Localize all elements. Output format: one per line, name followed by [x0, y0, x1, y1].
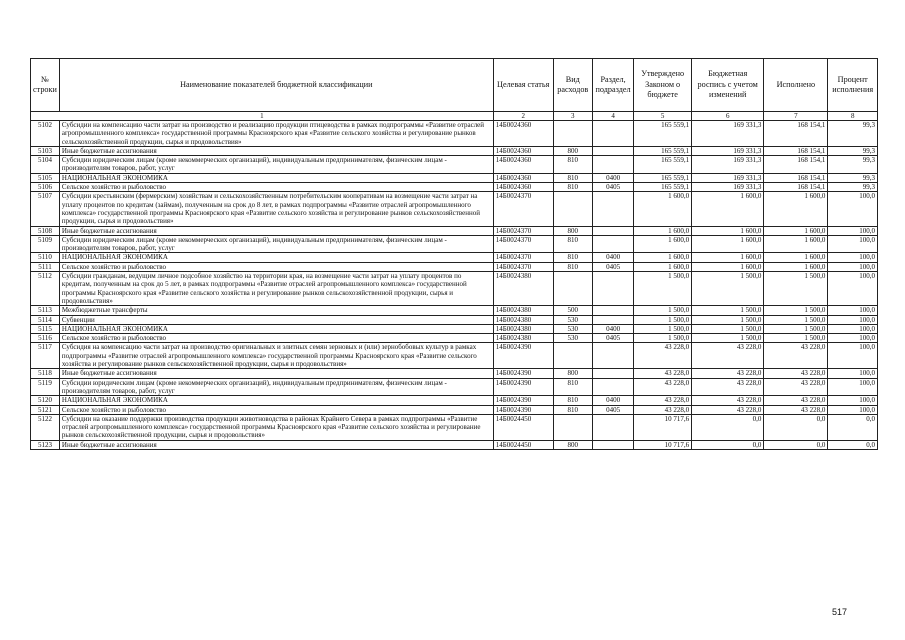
expense-type-cell: 810: [553, 378, 592, 396]
approved-amount-cell: 10 717,6: [634, 414, 692, 440]
row-name-cell: НАЦИОНАЛЬНАЯ ЭКОНОМИКА: [59, 324, 493, 333]
table-row: [31, 226, 878, 235]
executed-amount-cell: 1 600,0: [764, 235, 828, 253]
budget-amount-cell: 0,0: [692, 414, 764, 440]
target-article-cell: 14Б0024360: [493, 173, 553, 182]
table-row: [31, 334, 878, 343]
budget-amount-cell: 43 228,0: [692, 378, 764, 396]
executed-amount-cell: 43 228,0: [764, 378, 828, 396]
target-article-cell: 14Б0024370: [493, 192, 553, 226]
expense-type-cell: 810: [553, 173, 592, 182]
target-article-cell: 14Б0024360: [493, 146, 553, 155]
executed-amount-cell: 43 228,0: [764, 343, 828, 369]
table-row: [31, 253, 878, 262]
row-number-cell: 5107: [31, 192, 60, 226]
target-article-cell: 14Б0024370: [493, 262, 553, 271]
target-article-cell: 14Б0024380: [493, 324, 553, 333]
row-number-cell: 5122: [31, 414, 60, 440]
approved-amount-cell: 43 228,0: [634, 405, 692, 414]
table-row: [31, 396, 878, 405]
table-row: [31, 235, 878, 253]
row-number-cell: 5113: [31, 306, 60, 315]
row-number-cell: 5119: [31, 378, 60, 396]
row-name-cell: Субсидии юридическим лицам (кроме некоммерческих организаций), индивидуальным предпринимателям, физическим лицам - производителям товаров, работ, услуг: [59, 378, 493, 396]
percent-cell: 100,0: [828, 396, 878, 405]
budget-amount-cell: 1 600,0: [692, 235, 764, 253]
budget-amount-cell: 43 228,0: [692, 396, 764, 405]
approved-amount-cell: 1 500,0: [634, 334, 692, 343]
expense-type-cell: 810: [553, 183, 592, 192]
budget-amount-cell: 1 600,0: [692, 262, 764, 271]
expense-type-cell: [553, 121, 592, 147]
executed-amount-cell: 43 228,0: [764, 369, 828, 378]
section-cell: [592, 315, 633, 324]
percent-cell: 100,0: [828, 226, 878, 235]
section-cell: [592, 235, 633, 253]
budget-amount-cell: 1 500,0: [692, 306, 764, 315]
approved-amount-cell: 1 500,0: [634, 306, 692, 315]
row-name-cell: Иные бюджетные ассигнования: [59, 146, 493, 155]
row-name-cell: Иные бюджетные ассигнования: [59, 440, 493, 449]
column-number: 3: [553, 112, 592, 121]
section-cell: [592, 192, 633, 226]
row-number-cell: 5104: [31, 156, 60, 174]
row-number-cell: 5105: [31, 173, 60, 182]
table-body: [31, 121, 878, 450]
row-name-cell: Сельское хозяйство и рыболовство: [59, 334, 493, 343]
row-name-cell: Иные бюджетные ассигнования: [59, 226, 493, 235]
approved-amount-cell: 10 717,6: [634, 440, 692, 449]
section-cell: 0405: [592, 405, 633, 414]
executed-amount-cell: 1 600,0: [764, 253, 828, 262]
budget-amount-cell: 1 600,0: [692, 253, 764, 262]
approved-amount-cell: 1 500,0: [634, 324, 692, 333]
approved-amount-cell: 43 228,0: [634, 378, 692, 396]
table-row: [31, 324, 878, 333]
target-article-cell: 14Б0024390: [493, 369, 553, 378]
row-name-cell: Субсидии юридическим лицам (кроме некоммерческих организаций), индивидуальным предпринимателям, физическим лицам - производителям товаров, работ, услуг: [59, 235, 493, 253]
row-name-cell: Сельское хозяйство и рыболовство: [59, 183, 493, 192]
section-cell: 0400: [592, 253, 633, 262]
budget-amount-cell: 43 228,0: [692, 405, 764, 414]
percent-cell: 100,0: [828, 369, 878, 378]
expense-type-cell: 810: [553, 156, 592, 174]
row-name-cell: Субвенции: [59, 315, 493, 324]
column-number: 7: [764, 112, 828, 121]
executed-amount-cell: 1 500,0: [764, 306, 828, 315]
expense-type-cell: 810: [553, 235, 592, 253]
percent-cell: 100,0: [828, 315, 878, 324]
row-number-cell: 5121: [31, 405, 60, 414]
section-cell: [592, 156, 633, 174]
budget-amount-cell: 1 500,0: [692, 334, 764, 343]
approved-amount-cell: 165 559,1: [634, 146, 692, 155]
header-section: Раздел, подраздел: [592, 59, 633, 112]
header-exp-type: Вид расходов: [553, 59, 592, 112]
budget-amount-cell: 169 331,3: [692, 183, 764, 192]
budget-amount-cell: 1 600,0: [692, 192, 764, 226]
row-number-cell: 5123: [31, 440, 60, 449]
percent-cell: 0,0: [828, 414, 878, 440]
row-number-cell: 5120: [31, 396, 60, 405]
executed-amount-cell: 43 228,0: [764, 396, 828, 405]
section-cell: 0405: [592, 183, 633, 192]
approved-amount-cell: 1 600,0: [634, 226, 692, 235]
section-cell: [592, 414, 633, 440]
budget-amount-cell: 169 331,3: [692, 173, 764, 182]
percent-cell: 100,0: [828, 262, 878, 271]
row-name-cell: Субсидии на оказание поддержки производства продукции животноводства в районах Крайнего Севера в рамках подпрограммы «Развитие отраслей агропромышленного комплекса» государственной программы Красноярского края «Развитие сельского хозяйства и регулирование рынков сельскохозяйственной продукции, сырья и продовольствия»: [59, 414, 493, 440]
table-row: [31, 183, 878, 192]
section-cell: [592, 343, 633, 369]
expense-type-cell: 530: [553, 334, 592, 343]
row-number-cell: 5102: [31, 121, 60, 147]
header-percent: Процент исполнения: [828, 59, 878, 112]
executed-amount-cell: 168 154,1: [764, 183, 828, 192]
section-cell: [592, 306, 633, 315]
target-article-cell: 14Б0024390: [493, 378, 553, 396]
table-row: [31, 315, 878, 324]
header-name: Наименование показателей бюджетной классификации: [59, 59, 493, 112]
section-cell: 0400: [592, 396, 633, 405]
row-name-cell: Субсидии на компенсацию части затрат на производство и реализацию продукции птицеводства в рамках подпрограммы «Развитие отраслей агропромышленного комплекса» государственной программы Красноярского края «Развитие сельского хозяйства и регулирование рынков сельскохозяйственной продукции, сырья и продовольствия»: [59, 121, 493, 147]
column-number: 1: [31, 112, 494, 121]
target-article-cell: 14Б0024390: [493, 343, 553, 369]
section-cell: [592, 272, 633, 306]
target-article-cell: 14Б0024450: [493, 440, 553, 449]
table-row: [31, 173, 878, 182]
column-number: 5: [634, 112, 692, 121]
row-number-cell: 5112: [31, 272, 60, 306]
executed-amount-cell: 168 154,1: [764, 156, 828, 174]
budget-amount-cell: 43 228,0: [692, 343, 764, 369]
executed-amount-cell: 1 500,0: [764, 272, 828, 306]
expense-type-cell: [553, 343, 592, 369]
approved-amount-cell: 1 500,0: [634, 315, 692, 324]
budget-amount-cell: 1 500,0: [692, 324, 764, 333]
executed-amount-cell: 43 228,0: [764, 405, 828, 414]
header-approved: Утверждено Законом о бюджете: [634, 59, 692, 112]
target-article-cell: 14Б0024360: [493, 156, 553, 174]
table-row: [31, 121, 878, 147]
percent-cell: 100,0: [828, 343, 878, 369]
target-article-cell: 14Б0024450: [493, 414, 553, 440]
table-row: [31, 405, 878, 414]
table-row: [31, 440, 878, 449]
header-row: [31, 59, 878, 112]
percent-cell: 100,0: [828, 272, 878, 306]
budget-amount-cell: 169 331,3: [692, 156, 764, 174]
executed-amount-cell: 1 600,0: [764, 226, 828, 235]
expense-type-cell: 800: [553, 226, 592, 235]
row-name-cell: Иные бюджетные ассигнования: [59, 369, 493, 378]
section-cell: 0405: [592, 334, 633, 343]
percent-cell: 100,0: [828, 324, 878, 333]
approved-amount-cell: 165 559,1: [634, 183, 692, 192]
row-name-cell: Субсидии гражданам, ведущим личное подсобное хозяйство на территории края, на возмещение части затрат на уплату процентов по кредитам, полученным на срок до 5 лет, в рамках подпрограммы «Развитие отраслей агропромышленного комплекса» государственной программы Красноярского края «Развитие сельского хозяйства и регулирование рынков сельскохозяйственной продукции, сырья и продовольствия»: [59, 272, 493, 306]
expense-type-cell: 810: [553, 405, 592, 414]
row-number-cell: 5117: [31, 343, 60, 369]
approved-amount-cell: 1 600,0: [634, 192, 692, 226]
expense-type-cell: 800: [553, 369, 592, 378]
row-name-cell: Субсидия на компенсацию части затрат на производство оригинальных и элитных семян зерновых и (или) зернобобовых культур в рамках подпрограммы «Развитие отраслей агропромышленного комплекса» государственной программы Красноярского края «Развитие сельского хозяйства и регулирование рынков сельскохозяйственной продукции, сырья и продовольствия»: [59, 343, 493, 369]
expense-type-cell: 530: [553, 315, 592, 324]
section-cell: [592, 226, 633, 235]
approved-amount-cell: 1 600,0: [634, 253, 692, 262]
table-row: [31, 156, 878, 174]
table-row: [31, 146, 878, 155]
target-article-cell: 14Б0024380: [493, 306, 553, 315]
column-number: 8: [828, 112, 878, 121]
row-number-cell: 5110: [31, 253, 60, 262]
target-article-cell: 14Б0024360: [493, 121, 553, 147]
target-article-cell: 14Б0024370: [493, 235, 553, 253]
header-row-no: № строки: [31, 59, 60, 112]
header-target: Целевая статья: [493, 59, 553, 112]
table-row: [31, 369, 878, 378]
row-name-cell: Субсидии юридическим лицам (кроме некоммерческих организаций), индивидуальным предпринимателям, физическим лицам - производителям товаров, работ, услуг: [59, 156, 493, 174]
column-numbers-row: [31, 112, 878, 121]
row-name-cell: НАЦИОНАЛЬНАЯ ЭКОНОМИКА: [59, 173, 493, 182]
percent-cell: 99,3: [828, 121, 878, 147]
row-number-cell: 5106: [31, 183, 60, 192]
row-number-cell: 5111: [31, 262, 60, 271]
target-article-cell: 14Б0024370: [493, 253, 553, 262]
row-name-cell: Межбюджетные трансферты: [59, 306, 493, 315]
executed-amount-cell: 168 154,1: [764, 146, 828, 155]
budget-amount-cell: 1 600,0: [692, 226, 764, 235]
row-number-cell: 5108: [31, 226, 60, 235]
section-cell: 0400: [592, 173, 633, 182]
table-row: [31, 343, 878, 369]
row-name-cell: Субсидии крестьянским (фермерским) хозяйствам и сельскохозяйственным потребительским кооперативам на возмещение части затрат на уплату процентов по кредитам (займам), полученным на срок до 8 лет, в рамках подпрограммы «Развитие отраслей агропромышленного комплекса» государственной программы Красноярского края «Развитие сельского хозяйства и регулирование рынков сельскохозяйственной продукции, сырья и продовольствия»: [59, 192, 493, 226]
row-name-cell: НАЦИОНАЛЬНАЯ ЭКОНОМИКА: [59, 396, 493, 405]
section-cell: [592, 121, 633, 147]
budget-report-page: [30, 58, 878, 450]
table-row: [31, 192, 878, 226]
percent-cell: 99,3: [828, 146, 878, 155]
row-number-cell: 5115: [31, 324, 60, 333]
executed-amount-cell: 1 600,0: [764, 192, 828, 226]
expense-type-cell: 800: [553, 146, 592, 155]
row-name-cell: Сельское хозяйство и рыболовство: [59, 262, 493, 271]
expense-type-cell: [553, 272, 592, 306]
section-cell: [592, 146, 633, 155]
section-cell: 0405: [592, 262, 633, 271]
table-row: [31, 306, 878, 315]
budget-amount-cell: 1 500,0: [692, 315, 764, 324]
section-cell: [592, 440, 633, 449]
approved-amount-cell: 165 559,1: [634, 173, 692, 182]
executed-amount-cell: 1 500,0: [764, 334, 828, 343]
table-row: [31, 262, 878, 271]
table-row: [31, 378, 878, 396]
budget-amount-cell: 1 500,0: [692, 272, 764, 306]
expense-type-cell: [553, 414, 592, 440]
row-number-cell: 5103: [31, 146, 60, 155]
budget-amount-cell: 43 228,0: [692, 369, 764, 378]
expense-type-cell: [553, 192, 592, 226]
executed-amount-cell: 168 154,1: [764, 173, 828, 182]
executed-amount-cell: 1 500,0: [764, 315, 828, 324]
percent-cell: 100,0: [828, 334, 878, 343]
table-row: [31, 272, 878, 306]
percent-cell: 100,0: [828, 192, 878, 226]
executed-amount-cell: 0,0: [764, 440, 828, 449]
row-number-cell: 5116: [31, 334, 60, 343]
expense-type-cell: 810: [553, 396, 592, 405]
executed-amount-cell: 0,0: [764, 414, 828, 440]
approved-amount-cell: 43 228,0: [634, 369, 692, 378]
approved-amount-cell: 165 559,1: [634, 121, 692, 147]
budget-amount-cell: 0,0: [692, 440, 764, 449]
row-name-cell: Сельское хозяйство и рыболовство: [59, 405, 493, 414]
expense-type-cell: 800: [553, 440, 592, 449]
section-cell: [592, 369, 633, 378]
approved-amount-cell: 43 228,0: [634, 396, 692, 405]
expense-type-cell: 810: [553, 253, 592, 262]
percent-cell: 99,3: [828, 173, 878, 182]
column-number: 6: [692, 112, 764, 121]
target-article-cell: 14Б0024370: [493, 226, 553, 235]
percent-cell: 99,3: [828, 156, 878, 174]
section-cell: 0400: [592, 324, 633, 333]
approved-amount-cell: 1 600,0: [634, 262, 692, 271]
percent-cell: 0,0: [828, 440, 878, 449]
percent-cell: 100,0: [828, 253, 878, 262]
header-executed: Исполнено: [764, 59, 828, 112]
percent-cell: 99,3: [828, 183, 878, 192]
target-article-cell: 14Б0024380: [493, 315, 553, 324]
executed-amount-cell: 168 154,1: [764, 121, 828, 147]
column-number: 4: [592, 112, 633, 121]
header-budget: Бюджетная роспись с учетом изменений: [692, 59, 764, 112]
approved-amount-cell: 1 500,0: [634, 272, 692, 306]
approved-amount-cell: 165 559,1: [634, 156, 692, 174]
expense-type-cell: 530: [553, 324, 592, 333]
approved-amount-cell: 43 228,0: [634, 343, 692, 369]
target-article-cell: 14Б0024390: [493, 405, 553, 414]
budget-amount-cell: 169 331,3: [692, 146, 764, 155]
executed-amount-cell: 1 600,0: [764, 262, 828, 271]
budget-amount-cell: 169 331,3: [692, 121, 764, 147]
section-cell: [592, 378, 633, 396]
page-number: 517: [832, 607, 848, 617]
expense-type-cell: 500: [553, 306, 592, 315]
target-article-cell: 14Б0024360: [493, 183, 553, 192]
budget-table: [30, 58, 878, 450]
target-article-cell: 14Б0024390: [493, 396, 553, 405]
executed-amount-cell: 1 500,0: [764, 324, 828, 333]
column-number: 2: [493, 112, 553, 121]
row-number-cell: 5114: [31, 315, 60, 324]
percent-cell: 100,0: [828, 235, 878, 253]
target-article-cell: 14Б0024380: [493, 272, 553, 306]
row-name-cell: НАЦИОНАЛЬНАЯ ЭКОНОМИКА: [59, 253, 493, 262]
table-row: [31, 414, 878, 440]
row-number-cell: 5118: [31, 369, 60, 378]
target-article-cell: 14Б0024380: [493, 334, 553, 343]
expense-type-cell: 810: [553, 262, 592, 271]
row-number-cell: 5109: [31, 235, 60, 253]
percent-cell: 100,0: [828, 306, 878, 315]
percent-cell: 100,0: [828, 378, 878, 396]
approved-amount-cell: 1 600,0: [634, 235, 692, 253]
percent-cell: 100,0: [828, 405, 878, 414]
